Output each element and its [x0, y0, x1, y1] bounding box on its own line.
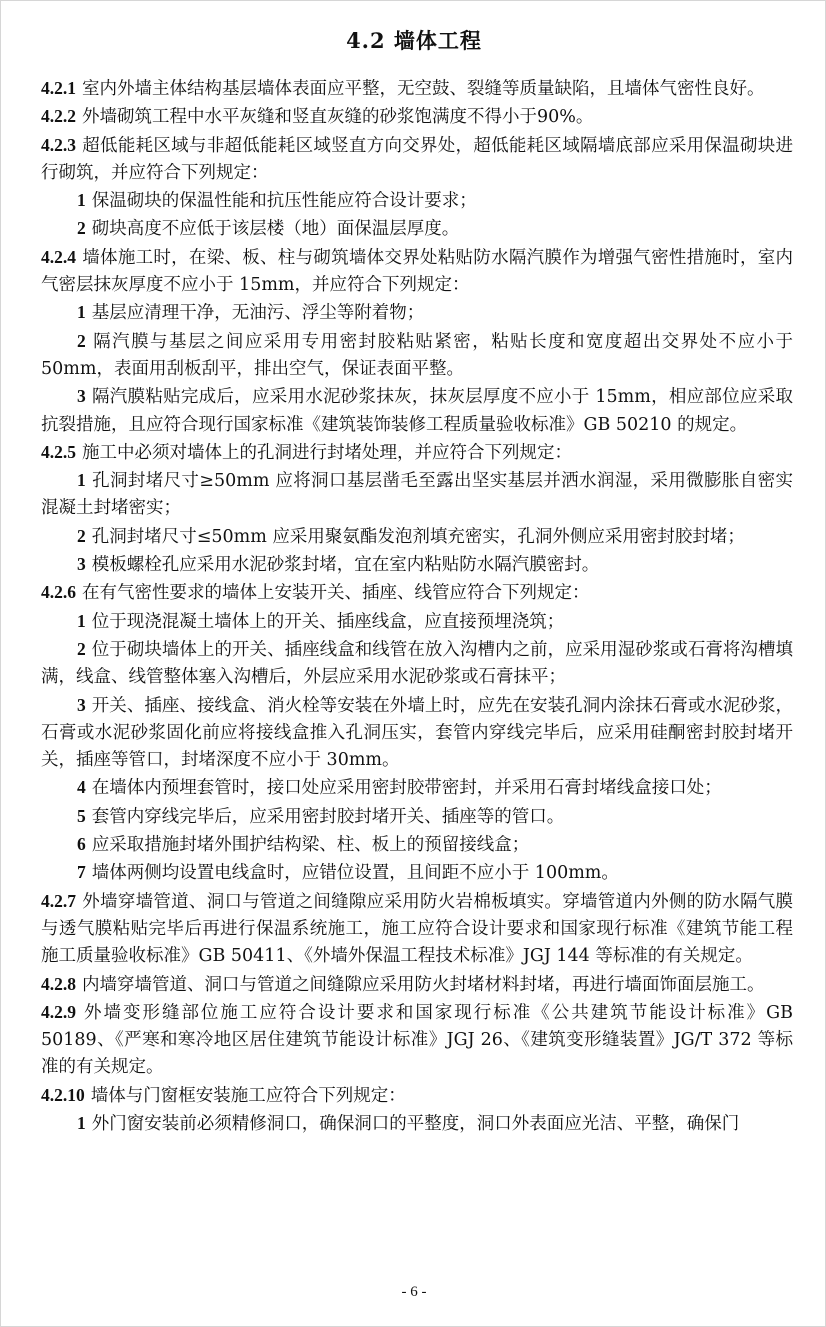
clause-text: 室内外墙主体结构基层墙体表面应平整，无空鼓、裂缝等质量缺陷，且墙体气密性良好。	[82, 79, 765, 99]
item-text: 应采取措施封堵外围护结构梁、柱、板上的预留接线盒；	[91, 835, 530, 856]
clause-4-2-3	[41, 132, 793, 188]
clause-number: 4.2.6	[41, 582, 76, 603]
section-title: 4.2 墙体工程	[346, 28, 482, 53]
clause-number: 4.2.4	[41, 246, 76, 267]
clause-number: 4.2.9	[41, 1001, 76, 1022]
list-item	[41, 328, 793, 384]
item-text: 模板螺栓孔应采用水泥砂浆封堵，宜在室内粘贴防水隔汽膜密封。	[91, 555, 600, 576]
list-item	[41, 636, 793, 692]
list-item	[41, 831, 793, 859]
item-number: 5	[77, 805, 86, 826]
item-number: 1	[77, 470, 86, 491]
list-item	[41, 859, 793, 887]
item-text: 隔汽膜与基层之间应采用专用密封胶粘贴紧密，粘贴长度和宽度超出交界处不应小于 50mm，表面用刮板刮平，排出空气，保证表面平整。	[41, 331, 793, 379]
clause-number: 4.2.2	[41, 106, 76, 127]
clause-number: 4.2.10	[41, 1084, 85, 1105]
item-text: 外门窗安装前必须精修洞口，确保洞口的平整度，洞口外表面应光洁、平整，确保门	[91, 1113, 740, 1134]
clause-number: 4.2.7	[41, 890, 76, 911]
item-number: 3	[77, 386, 86, 407]
clause-4-2-2	[41, 103, 793, 131]
list-item	[41, 299, 793, 327]
clause-text: 超低能耗区域与非超低能耗区域竖直方向交界处，超低能耗区域隔墙底部应采用保温砌块进行砌筑，并应符合下列规定：	[41, 135, 793, 183]
item-text: 隔汽膜粘贴完成后，应采用水泥砂浆抹灰，抹灰层厚度不应小于 15mm，相应部位应采取抗裂措施，且应符合现行国家标准《建筑装饰装修工程质量验收标准》GB 50210 的规定。	[41, 387, 793, 435]
clause-number: 4.2.1	[41, 78, 76, 98]
clause-text: 墙体施工时，在梁、板、柱与砌筑墙体交界处粘贴防水隔汽膜作为增强气密性措施时，室内气密层抹灰厚度不应小于 15mm，并应符合下列规定：	[41, 247, 793, 296]
item-number: 1	[77, 190, 86, 211]
item-number: 3	[77, 694, 86, 715]
item-number: 7	[77, 862, 86, 883]
list-item	[41, 608, 793, 636]
clause-number: 4.2.3	[41, 134, 76, 155]
item-text: 基层应清理干净，无油污、浮尘等附着物；	[91, 303, 425, 324]
list-item	[41, 803, 793, 831]
item-text: 套管内穿线完毕后，应采用密封胶封堵开关、插座等的管口。	[91, 806, 565, 827]
clause-4-2-10	[41, 1082, 793, 1110]
item-number: 4	[77, 777, 86, 798]
clause-text: 外墙穿墙管道、洞口与管道之间缝隙应采用防火岩棉板填实。穿墙管道内外侧的防水隔气膜与透气膜粘贴完毕后再进行保温系统施工，施工应符合设计要求和国家现行标准《建筑节能工程施工质量验收标准》GB 50411、《外墙外保温工程技术标准》JGJ 144 等标准的有关规定。	[41, 891, 793, 967]
clause-4-2-5	[41, 439, 793, 467]
item-number: 1	[77, 1112, 86, 1133]
clause-text: 施工中必须对墙体上的孔洞进行封堵处理，并应符合下列规定：	[82, 442, 572, 463]
clause-number: 4.2.8	[41, 973, 76, 994]
item-text: 开关、插座、接线盒、消火栓等安装在外墙上时，应先在安装孔洞内涂抹石膏或水泥砂浆，石膏或水泥砂浆固化前应将接线盒推入孔洞压实，套管内穿线完毕后，应采用硅酮密封胶封堵开关，插座等管口，封堵深度不应小于 30mm。	[41, 695, 793, 771]
list-item	[41, 187, 793, 215]
item-text: 在墙体内预埋套管时，接口处应采用密封胶带密封，并采用石膏封堵线盒接口处；	[91, 778, 722, 799]
list-item	[41, 215, 793, 243]
list-item	[41, 383, 793, 439]
clause-4-2-6	[41, 579, 793, 607]
item-text: 墙体两侧均设置电线盒时，应错位设置，且间距不应小于 100mm。	[91, 863, 619, 884]
item-number: 2	[77, 525, 86, 546]
list-item	[41, 551, 793, 579]
item-number: 1	[77, 610, 86, 631]
clause-text: 墙体与门窗框安装施工应符合下列规定：	[90, 1085, 406, 1106]
document-body	[41, 75, 793, 1138]
clause-4-2-1	[41, 75, 793, 103]
item-text: 孔洞封堵尺寸≤50mm 应采用聚氨酯发泡剂填充密实，孔洞外侧应采用密封胶封堵；	[91, 526, 745, 547]
item-text: 保温砌块的保温性能和抗压性能应符合设计要求；	[91, 191, 477, 212]
clause-text: 外墙变形缝部位施工应符合设计要求和国家现行标准《公共建筑节能设计标准》GB 50189、《严寒和寒冷地区居住建筑节能设计标准》JGJ 26、《建筑变形缝装置》JG/T 372 等标准的有关规定。	[41, 1002, 793, 1078]
clause-4-2-7	[41, 888, 793, 971]
list-item	[41, 523, 793, 551]
clause-4-2-4	[41, 244, 793, 300]
item-number: 3	[77, 554, 86, 575]
clause-text: 在有气密性要求的墙体上安装开关、插座、线管应符合下列规定：	[82, 583, 590, 604]
item-number: 2	[77, 638, 86, 659]
item-number: 6	[77, 834, 86, 855]
page-number: - 6 -	[401, 1284, 427, 1300]
item-text: 位于现浇混凝土墙体上的开关、插座线盒，应直接预埋浇筑；	[91, 611, 565, 632]
list-item	[41, 1110, 793, 1138]
clause-text: 外墙砌筑工程中水平灰缝和竖直灰缝的砂浆饱满度不得小于90%。	[82, 107, 594, 128]
item-text: 砌块高度不应低于该层楼（地）面保温层厚度。	[91, 219, 460, 240]
list-item	[41, 774, 793, 802]
clause-4-2-9	[41, 999, 793, 1082]
item-text: 位于砌块墙体上的开关、插座线盒和线管在放入沟槽内之前，应采用湿砂浆或石膏将沟槽填满，线盒、线管整体塞入沟槽后，外层应采用水泥砂浆或石膏抹平；	[41, 639, 793, 688]
item-number: 2	[77, 218, 86, 239]
clause-number: 4.2.5	[41, 441, 76, 462]
item-number: 1	[77, 302, 86, 323]
item-text: 孔洞封堵尺寸≥50mm 应将洞口基层凿毛至露出坚实基层并洒水润湿，采用微膨胀自密实混凝土封堵密实；	[41, 471, 793, 519]
list-item	[41, 467, 793, 523]
list-item	[41, 692, 793, 775]
item-number: 2	[77, 330, 86, 351]
clause-text: 内墙穿墙管道、洞口与管道之间缝隙应采用防火封堵材料封堵，再进行墙面饰面层施工。	[82, 974, 765, 995]
clause-4-2-8	[41, 971, 793, 999]
